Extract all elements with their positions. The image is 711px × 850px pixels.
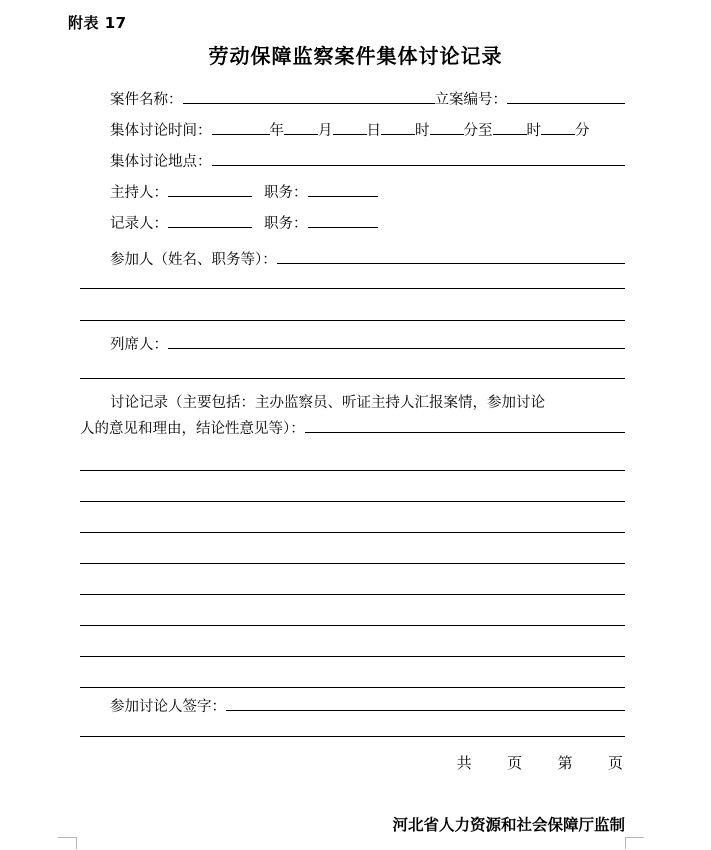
recorder-duty-label: 职务： [264,216,308,232]
time-minute-start-input[interactable] [430,119,464,135]
record-line-8[interactable] [80,687,625,688]
unit-month: 月 [318,123,333,139]
time-month-input[interactable] [284,119,318,135]
participants-line-3[interactable] [80,320,625,321]
time-range-separator: 至 [478,123,493,139]
time-hour-end-input[interactable] [493,119,527,135]
case-number-label: 立案编号： [434,92,507,108]
attendees-label: 列席人： [110,337,168,353]
host-label: 主持人： [110,185,168,201]
record-line-4[interactable] [80,563,625,564]
recorder-name-input[interactable] [168,212,252,228]
page-index-unit: 页 [607,754,625,772]
signatures-line-2[interactable] [80,736,625,737]
time-hour-start-input[interactable] [381,119,415,135]
participants-input[interactable] [277,248,625,264]
host-name-input[interactable] [168,181,252,197]
page-index-prefix: 第 [557,754,575,772]
page-title: 劳动保障监察案件集体讨论记录 [208,44,503,68]
participants-label: 参加人（姓名、职务等）： [110,252,277,268]
discussion-record-input[interactable] [305,417,625,433]
time-day-input[interactable] [333,119,367,135]
time-minute-end-input[interactable] [541,119,575,135]
discussion-place-row [80,150,625,172]
host-row [80,181,625,203]
form-code: 附表 17 [68,14,127,32]
attendees-input[interactable] [168,333,625,349]
crop-mark-bottom-right [625,837,644,849]
discussion-record-line-2-text: 人的意见和理由，结论性意见等）： [80,421,305,437]
discussion-place-label: 集体讨论地点： [110,154,212,170]
crop-mark-bottom-left [58,837,77,849]
unit-year: 年 [269,123,284,139]
signatures-row [80,695,625,717]
participants-line-2[interactable] [80,288,625,289]
time-year-input[interactable] [212,119,270,135]
issuer-text: 河北省人力资源和社会保障厅监制 [392,816,625,834]
discussion-place-input[interactable] [212,150,626,166]
unit-minute-end: 分 [575,123,590,139]
unit-day: 日 [366,123,381,139]
unit-hour-start: 时 [415,123,430,139]
attendees-line-2[interactable] [80,378,625,379]
page-total-prefix: 共 [456,754,474,772]
case-number-input[interactable] [507,88,625,104]
participants-row [80,248,625,270]
signatures-label: 参加讨论人签字： [110,699,226,715]
attendees-row [80,333,625,355]
record-line-7[interactable] [80,656,625,657]
discussion-time-row [80,119,625,141]
discussion-record-line-2 [80,416,625,442]
record-line-5[interactable] [80,594,625,595]
unit-minute-start: 分 [463,123,478,139]
signatures-input[interactable] [226,695,625,711]
record-line-6[interactable] [80,625,625,626]
recorder-duty-input[interactable] [308,212,378,228]
record-line-3[interactable] [80,532,625,533]
discussion-record-block [80,390,625,442]
record-line-2[interactable] [80,501,625,502]
page-total-unit: 页 [507,754,525,772]
case-name-input[interactable] [183,88,435,104]
recorder-row [80,212,625,234]
host-duty-label: 职务： [264,185,308,201]
recorder-label: 记录人： [110,216,168,232]
case-name-label: 案件名称： [110,92,183,108]
discussion-time-label: 集体讨论时间： [110,123,212,139]
discussion-record-line-1: 讨论记录（主要包括：主办监察员、听证主持人汇报案情，参加讨论 [110,395,545,411]
unit-hour-end: 时 [526,123,541,139]
case-name-row [80,88,625,110]
page-count [80,752,659,773]
host-duty-input[interactable] [308,181,378,197]
record-line-1[interactable] [80,470,625,471]
